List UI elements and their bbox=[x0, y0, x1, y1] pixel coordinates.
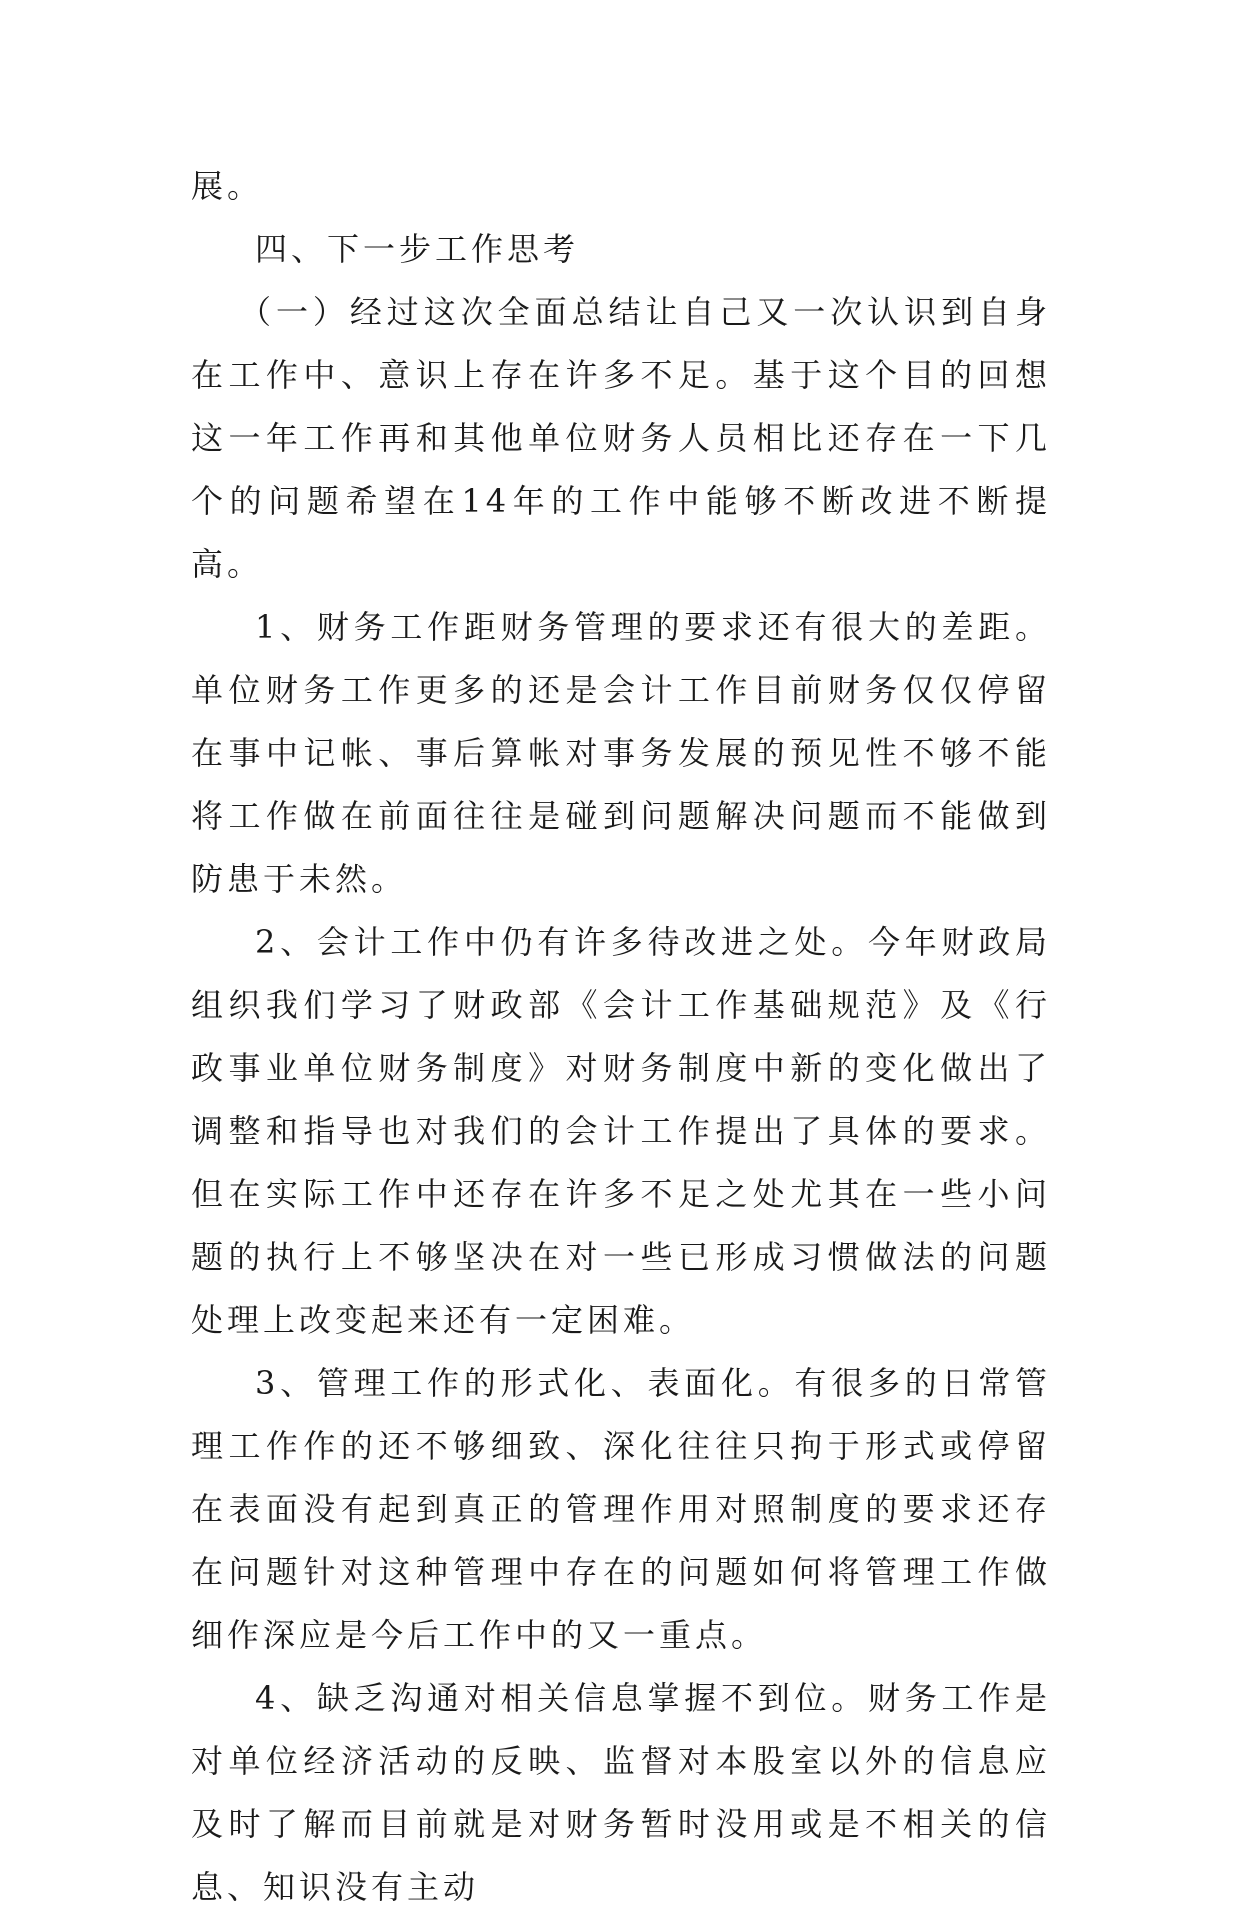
paragraph-continuation: 展。 bbox=[191, 167, 264, 205]
paragraph-item-3: 3、管理工作的形式化、表面化。有很多的日常管理工作作的还不够细致、深化往往只拘于形式或停留在表面没有起到真正的管理作用对照制度的要求还存在问题针对这种管理中存在的问题如何将管理工作做细作深应是今后工作中的又一重点。 bbox=[191, 1364, 1051, 1654]
section-heading: 四、下一步工作思考 bbox=[255, 230, 580, 268]
paragraph-item-4: 4、缺乏沟通对相关信息掌握不到位。财务工作是对单位经济活动的反映、监督对本股室以外的信息应及时了解而目前就是对财务暂时没用或是不相关的信息、知识没有主动 bbox=[191, 1679, 1051, 1906]
document-body bbox=[191, 155, 1051, 1919]
paragraph-subsection-1: （一）经过这次全面总结让自己又一次认识到自身在工作中、意识上存在许多不足。基于这个目的回想这一年工作再和其他单位财务人员相比还存在一下几个的问题希望在14年的工作中能够不断改进不断提高。 bbox=[191, 293, 1051, 583]
paragraph-item-2: 2、会计工作中仍有许多待改进之处。今年财政局组织我们学习了财政部《会计工作基础规范》及《行政事业单位财务制度》对财务制度中新的变化做出了调整和指导也对我们的会计工作提出了具体的要求。但在实际工作中还存在许多不足之处尤其在一些小问题的执行上不够坚决在对一些已形成习惯做法的问题处理上改变起来还有一定困难。 bbox=[191, 923, 1051, 1339]
paragraph-item-1: 1、财务工作距财务管理的要求还有很大的差距。单位财务工作更多的还是会计工作目前财务仅仅停留在事中记帐、事后算帐对事务发展的预见性不够不能将工作做在前面往往是碰到问题解决问题而不能做到防患于未然。 bbox=[191, 608, 1051, 898]
